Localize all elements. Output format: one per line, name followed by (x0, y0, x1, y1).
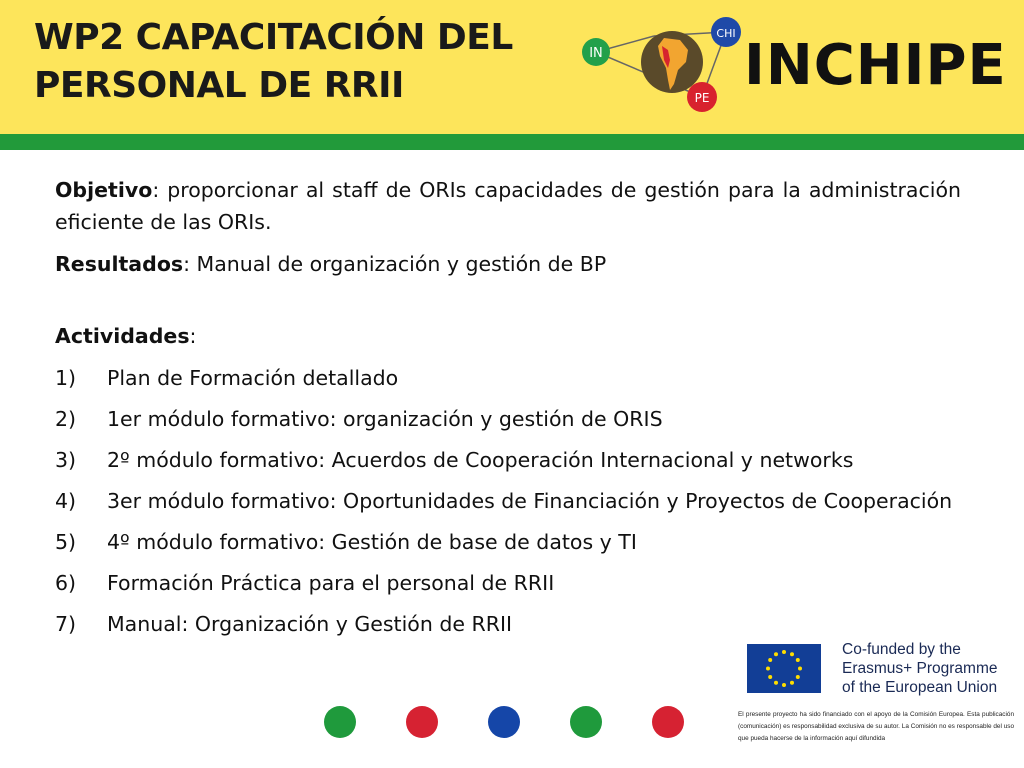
list-number: 3) (55, 448, 77, 472)
south-america-map-icon (641, 31, 703, 93)
dot-green (570, 706, 602, 738)
activities-list (55, 362, 961, 640)
activities-colon: : (189, 324, 197, 348)
inchipe-logo-graphic (576, 10, 746, 120)
eu-disclaimer: El presente proyecto ha sido financiado con el apoyo de la Comisión Europea. Esta publicación (comunicación) es responsabilidad exclusiva de su autor. La Comisión no es responsable del uso que pueda hacerse de la información aquí difundida (738, 711, 1014, 742)
list-number: 2) (55, 407, 77, 431)
list-number: 1) (55, 366, 77, 390)
list-number: 4) (55, 489, 77, 513)
eu-cofunded-text (842, 640, 997, 697)
results-label: Resultados (55, 252, 184, 276)
activities-label: Actividades (55, 324, 190, 348)
list-text: 3er módulo formativo: Oportunidades de Financiación y Proyectos de Cooperación (107, 489, 953, 513)
eu-cofunded-logo (747, 640, 1007, 698)
list-text: Plan de Formación detallado (107, 366, 399, 390)
list-text: 2º módulo formativo: Acuerdos de Cooperación Internacional y networks (107, 448, 854, 472)
list-text: Manual: Organización y Gestión de RRII (107, 612, 513, 636)
list-item (55, 608, 961, 640)
list-item (55, 526, 961, 558)
slide-title (34, 14, 554, 110)
title-line-2: PERSONAL DE RRII (34, 65, 404, 106)
header-stripe (0, 134, 1024, 150)
dot-blue (488, 706, 520, 738)
list-item (55, 567, 961, 599)
objective-paragraph (55, 174, 961, 238)
dot-red (652, 706, 684, 738)
badge-in-label: IN (589, 46, 603, 61)
eu-flag-icon (747, 644, 821, 693)
spacer (55, 290, 961, 320)
badge-in (582, 38, 610, 66)
eu-line-3: of the European Union (842, 679, 998, 696)
badge-pe-label: PE (694, 91, 710, 105)
badge-chi (711, 17, 741, 47)
title-line-1: WP2 CAPACITACIÓN DEL (34, 17, 513, 58)
slide-body (55, 174, 961, 649)
results-text: : Manual de organización y gestión de BP (183, 252, 607, 276)
inchipe-logo-text: INCHIPE (744, 33, 1007, 98)
activities-heading (55, 320, 961, 352)
eu-line-2: Erasmus+ Programme (842, 660, 998, 677)
list-text: 1er módulo formativo: organización y gestión de ORIS (107, 407, 663, 431)
results-paragraph (55, 248, 961, 280)
list-item (55, 403, 961, 435)
list-item (55, 362, 961, 394)
eu-line-1: Co-funded by the (842, 641, 961, 658)
badge-chi-label: CHI (716, 27, 736, 40)
list-text: 4º módulo formativo: Gestión de base de datos y TI (107, 530, 637, 554)
list-item (55, 444, 961, 476)
list-text: Formación Práctica para el personal de RRII (107, 571, 555, 595)
objective-label: Objetivo (55, 178, 153, 202)
badge-pe (687, 82, 717, 112)
objective-text: : proporcionar al staff de ORIs capacidades de gestión para la administración eficiente de las ORIs. (55, 178, 961, 234)
list-item (55, 485, 961, 517)
list-number: 5) (55, 530, 77, 554)
decorative-dots (324, 706, 694, 740)
dot-green (324, 706, 356, 738)
dot-red (406, 706, 438, 738)
list-number: 7) (55, 612, 77, 636)
list-number: 6) (55, 571, 77, 595)
